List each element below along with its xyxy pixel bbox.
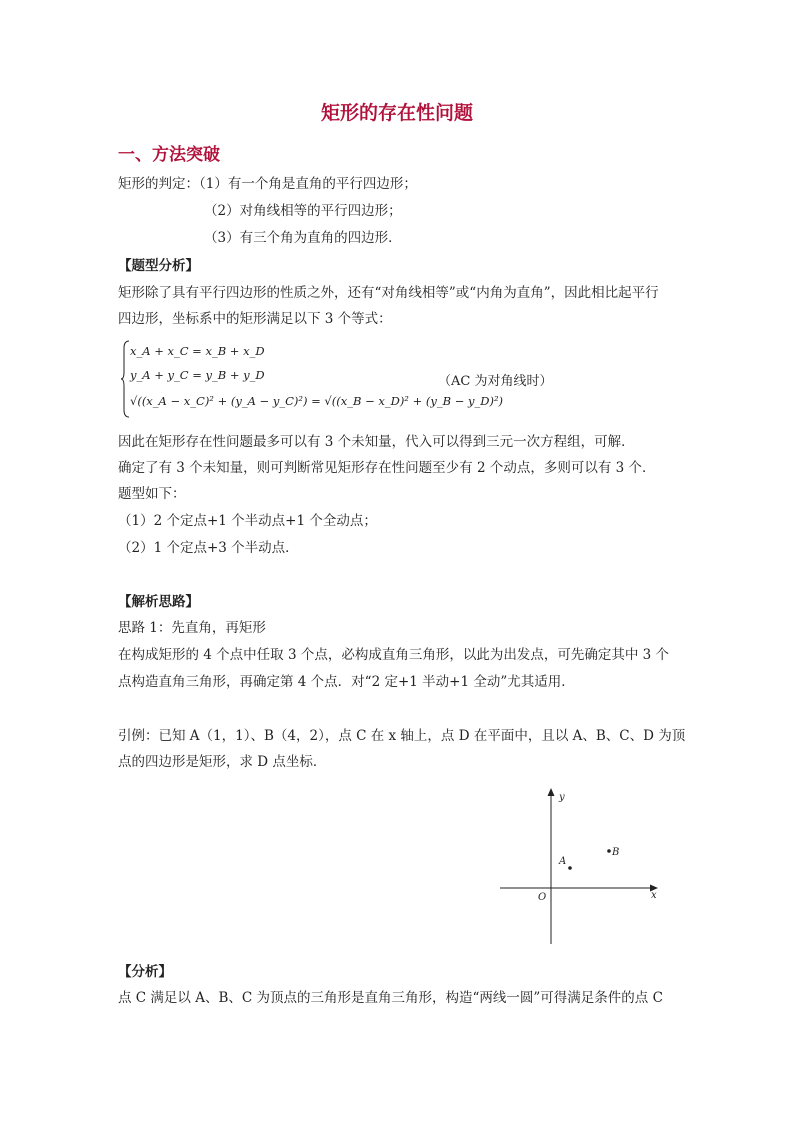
fenxi-heading: 【分析】 [118, 964, 172, 980]
equation-diagonals: √((x_A − x_C)² + (y_A − y_C)²) = √((x_B − x_D)² + (y_B − y_D)²) [130, 394, 504, 408]
formula-note: （AC 为对角线时） [438, 374, 553, 389]
type-item-2: （2）1 个定点+3 个半动点． [118, 540, 299, 556]
type-item-1: （1）2 个定点+1 个半动点+1 个全动点； [118, 513, 377, 529]
moving-points-paragraph: 确定了有 3 个未知量，则可判断常见矩形存在性问题至少有 2 个动点，多则可以有 3 个． [118, 460, 656, 476]
judge-item-3: （3）有三个角为直角的四边形． [204, 230, 402, 246]
types-intro: 题型如下： [118, 486, 186, 502]
idea-paragraph-2: 点构造直角三角形，再确定第 4 个点．对“2 定+1 半动+1 全动”尤其适用． [118, 674, 575, 690]
idea-paragraph-1: 在构成矩形的 4 个点中任取 3 个点，必构成直角三角形，以此为出发点，可先确定其中 3 个 [118, 647, 670, 663]
fenxi-paragraph-1: 点 C 满足以 A、B、C 为顶点的三角形是直角三角形，构造“两线一圆”可得满足条件的点 C [118, 990, 663, 1006]
left-brace-icon [120, 340, 130, 418]
idea-1-title: 思路 1：先直角，再矩形 [118, 620, 266, 636]
judge-item-2: （2）对角线相等的平行四边形； [204, 203, 402, 219]
analysis-paragraph-2: 四边形，坐标系中的矩形满足以下 3 个等式： [118, 311, 392, 327]
analysis-heading: 【题型分析】 [118, 258, 199, 274]
idea-heading: 【解析思路】 [118, 594, 199, 610]
y-axis-arrow-icon [548, 788, 555, 796]
example-paragraph-1: 引例：已知 A（1，1）、B（4，2），点 C 在 x 轴上，点 D 在平面中，且以 A、B、C、D 为顶 [118, 728, 686, 744]
unknowns-paragraph: 因此在矩形存在性问题最多可以有 3 个未知量，代入可以得到三元一次方程组，可解． [118, 434, 635, 450]
x-axis-label: x [651, 890, 657, 901]
coordinate-graph [496, 786, 662, 946]
point-b-label: B [612, 847, 620, 858]
section-heading: 一、方法突破 [118, 145, 220, 165]
point-b [607, 849, 611, 853]
point-a [568, 866, 572, 870]
example-paragraph-2: 点的四边形是矩形，求 D 点坐标． [118, 754, 327, 770]
equation-x-sum: x_A + x_C = x_B + x_D [130, 344, 265, 358]
judge-lead: 矩形的判定：（1）有一个角是直角的平行四边形； [118, 176, 417, 192]
equation-y-sum: y_A + y_C = y_B + y_D [130, 368, 265, 382]
equation-system [118, 340, 638, 420]
analysis-paragraph-1: 矩形除了具有平行四边形的性质之外，还有“对角线相等”或“内角为直角”，因此相比起平行 [118, 285, 659, 301]
y-axis-label: y [559, 792, 565, 803]
page-title: 矩形的存在性问题 [320, 102, 473, 124]
origin-label: O [538, 892, 547, 903]
point-a-label: A [559, 856, 567, 867]
